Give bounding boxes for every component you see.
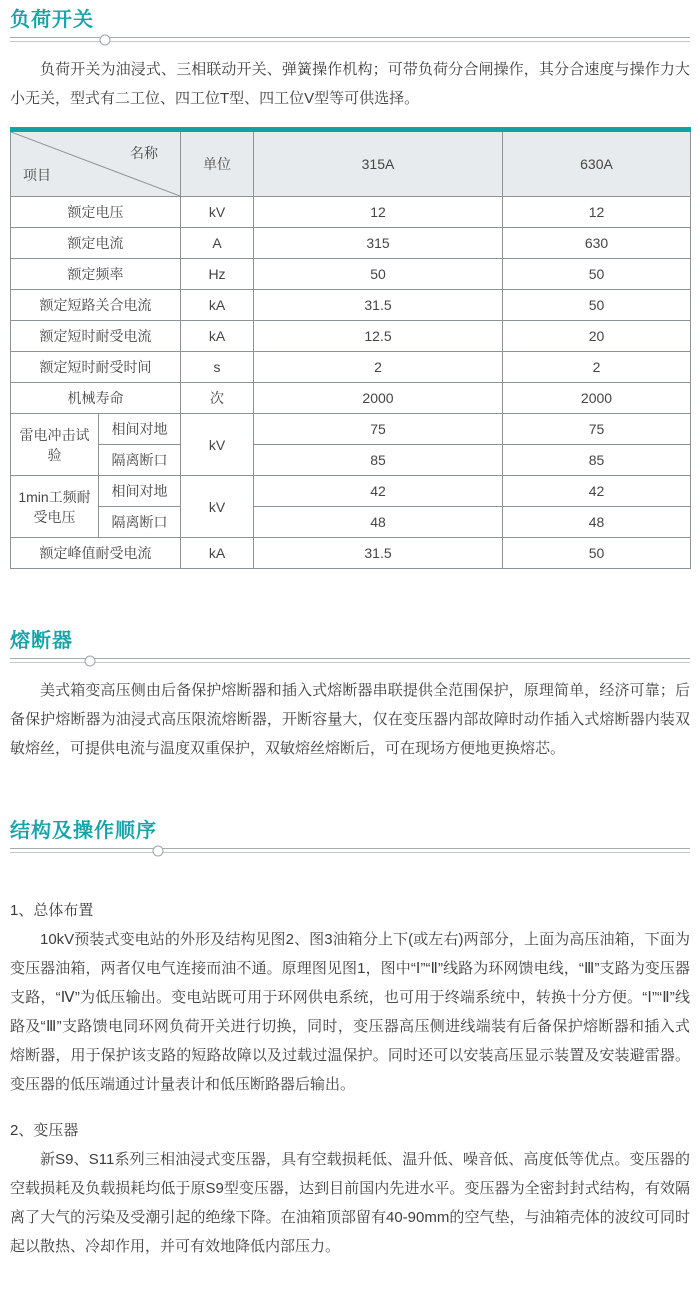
table-corner-cell [11, 130, 181, 197]
spec-table [10, 127, 691, 569]
cell-item: 额定短路关合电流 [11, 290, 181, 321]
cell-630a: 42 [503, 476, 691, 507]
cell-315a: 2 [254, 352, 503, 383]
table-row [11, 321, 691, 352]
sub-heading-transformer: 2、变压器 [10, 1122, 79, 1139]
table-row [11, 476, 691, 507]
cell-315a: 42 [254, 476, 503, 507]
cell-subitem: 相间对地 [99, 476, 181, 507]
cell-subitem: 相间对地 [99, 414, 181, 445]
cell-630a: 50 [503, 259, 691, 290]
cell-315a: 315 [254, 228, 503, 259]
cell-630a: 2000 [503, 383, 691, 414]
section-title-fuse: 熔断器 [10, 630, 73, 652]
cell-630a: 50 [503, 538, 691, 569]
title-divider [10, 37, 690, 42]
column-header-unit: 单位 [181, 130, 254, 197]
cell-group: 雷电冲击试验 [11, 414, 99, 476]
cell-315a: 12.5 [254, 321, 503, 352]
cell-630a: 85 [503, 445, 691, 476]
column-header-315a: 315A [254, 130, 503, 197]
cell-unit: Hz [181, 259, 254, 290]
sub-heading-layout: 1、总体布置 [10, 902, 94, 919]
cell-item: 额定频率 [11, 259, 181, 290]
cell-item: 额定电压 [11, 197, 181, 228]
cell-315a: 50 [254, 259, 503, 290]
title-divider [10, 848, 690, 853]
cell-unit: kA [181, 321, 254, 352]
cell-unit: kV [181, 476, 254, 538]
section-load-switch [10, 8, 690, 569]
cell-unit: A [181, 228, 254, 259]
cell-630a: 12 [503, 197, 691, 228]
cell-630a: 2 [503, 352, 691, 383]
cell-630a: 50 [503, 290, 691, 321]
cell-630a: 630 [503, 228, 691, 259]
corner-label-item: 项目 [23, 167, 51, 183]
cell-630a: 48 [503, 507, 691, 538]
divider-dot-icon [100, 34, 111, 45]
cell-315a: 2000 [254, 383, 503, 414]
layout-paragraph: 10kV预装式变电站的外形及结构见图2、图3油箱分上下(或左右)两部分，上面为高压油箱，下面为变压器油箱，两者仅电气连接而油不通。原理图见图1，图中“Ⅰ”“Ⅱ”线路为环网馈电线，“Ⅲ”支路为变压器支路，“Ⅳ”为低压输出。变电站既可用于环网供电系统，也可用于终端系统中，转换十分方便。“Ⅰ”“Ⅱ”线路及“Ⅲ”支路馈电同环网负荷开关进行切换，同时，变压器高压侧进线端装有后备保护熔断器和插入式熔断器，用于保护该支路的短路故障以及过载过温保护。同时还可以安装高压显示装置及安装避雷器。变压器的低压端通过计量表计和低压断路器后输出。 [10, 931, 690, 1093]
section-structure [10, 819, 690, 1261]
section-title-structure: 结构及操作顺序 [10, 820, 157, 842]
cell-315a: 85 [254, 445, 503, 476]
table-row [11, 228, 691, 259]
table-row [11, 259, 691, 290]
column-header-630a: 630A [503, 130, 691, 197]
cell-unit: kV [181, 414, 254, 476]
cell-unit: kV [181, 197, 254, 228]
table-row [11, 445, 691, 476]
cell-unit: kA [181, 290, 254, 321]
table-row [11, 414, 691, 445]
cell-subitem: 隔离断口 [99, 507, 181, 538]
cell-unit: 次 [181, 383, 254, 414]
table-header-row [11, 130, 691, 197]
cell-315a: 12 [254, 197, 503, 228]
table-row [11, 352, 691, 383]
fuse-paragraph: 美式箱变高压侧由后备保护熔断器和插入式熔断器串联提供全范围保护，原理简单，经济可靠；后备保护熔断器为油浸式高压限流熔断器，开断容量大，仅在变压器内部故障时动作插入式熔断器内装双敏熔丝，可提供电流与温度双重保护，双敏熔丝熔断后，可在现场方便地更换熔芯。 [10, 682, 690, 757]
transformer-paragraph: 新S9、S11系列三相油浸式变压器，具有空载损耗低、温升低、噪音低、高度低等优点。变压器的空载损耗及负载损耗均低于原S9型变压器，达到目前国内先进水平。变压器为全密封封式结构，有效隔离了大气的污染及受潮引起的绝缘下降。在油箱顶部留有40-90mm的空气垫，与油箱壳体的波纹可同时起以散热、冷却作用，并可有效地降低内部压力。 [10, 1151, 690, 1255]
cell-315a: 75 [254, 414, 503, 445]
table-row [11, 507, 691, 538]
cell-315a: 31.5 [254, 290, 503, 321]
table-row [11, 290, 691, 321]
cell-630a: 20 [503, 321, 691, 352]
cell-group: 1min工频耐受电压 [11, 476, 99, 538]
cell-subitem: 隔离断口 [99, 445, 181, 476]
divider-dot-icon [85, 655, 96, 666]
divider-dot-icon [153, 845, 164, 856]
cell-315a: 31.5 [254, 538, 503, 569]
cell-630a: 75 [503, 414, 691, 445]
cell-unit: s [181, 352, 254, 383]
load-switch-paragraph: 负荷开关为油浸式、三相联动开关、弹簧操作机构；可带负荷分合闸操作，其分合速度与操作力大小无关，型式有二工位、四工位T型、四工位V型等可供选择。 [10, 61, 690, 107]
table-row [11, 197, 691, 228]
section-fuse [10, 629, 690, 763]
cell-unit: kA [181, 538, 254, 569]
cell-315a: 48 [254, 507, 503, 538]
title-divider [10, 658, 690, 663]
cell-item: 额定短时耐受电流 [11, 321, 181, 352]
table-row [11, 383, 691, 414]
cell-item: 额定短时耐受时间 [11, 352, 181, 383]
cell-item: 额定峰值耐受电流 [11, 538, 181, 569]
table-row [11, 538, 691, 569]
corner-label-name: 名称 [130, 145, 158, 161]
diagonal-line-icon [11, 132, 180, 196]
cell-item: 机械寿命 [11, 383, 181, 414]
cell-item: 额定电流 [11, 228, 181, 259]
section-title-load-switch: 负荷开关 [10, 9, 94, 31]
